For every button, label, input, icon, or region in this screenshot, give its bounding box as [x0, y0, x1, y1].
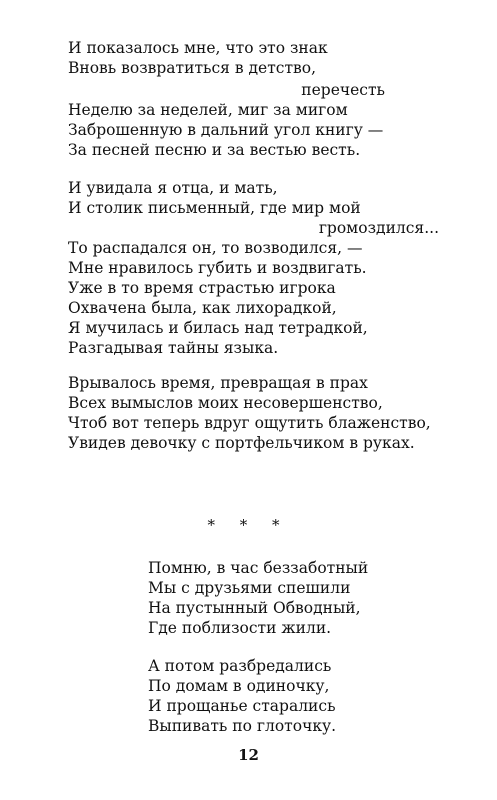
poem-line: Неделю за неделей, миг за мигом — [68, 101, 348, 119]
poem-line: Разгадывая тайны языка. — [68, 339, 279, 357]
poem-line: Помню, в час беззаботный — [148, 559, 369, 577]
poem-line: То распадался он, то возводился, — — [68, 239, 363, 257]
poem-line: Всех вымыслов моих несовершенство, — [68, 394, 383, 412]
poem-line: За песней песню и за вестью весть. — [68, 141, 361, 159]
poem-line: По домам в одиночку, — [148, 677, 330, 695]
page-number: 12 — [238, 746, 259, 764]
poem-line: Я мучилась и билась над тетрадкой, — [68, 319, 368, 337]
poem-line: А потом разбредались — [148, 657, 332, 675]
poem-line: Мне нравилось губить и воздвигать. — [68, 259, 367, 277]
poem-line: Охвачена была, как лихорадкой, — [68, 299, 337, 317]
poem-line-continuation: перечесть — [301, 81, 385, 99]
poem-line: И прощанье старались — [148, 697, 336, 715]
poem-line: Где поблизости жили. — [148, 619, 332, 637]
section-separator: * * * — [207, 516, 290, 534]
poem-line: Вновь возвратиться в детство, — [68, 59, 317, 77]
poem-line: Выпивать по глоточку. — [148, 717, 337, 735]
poem-line: Заброшенную в дальний угол книгу — — [68, 121, 384, 139]
poem-line: Уже в то время страстью игрока — [68, 279, 336, 297]
poem-line: Чтоб вот теперь вдруг ощутить блаженство, — [68, 414, 431, 432]
poem-line: И столик письменный, где мир мой — [68, 199, 361, 217]
poem-line: На пустынный Обводный, — [148, 599, 361, 617]
poem-line: Мы с друзьями спешили — [148, 579, 351, 597]
poem-line: Врывалось время, превращая в прах — [68, 374, 368, 392]
poem-line: И показалось мне, что это знак — [68, 39, 328, 57]
poem-line: И увидала я отца, и мать, — [68, 179, 278, 197]
poem-line: Увидев девочку с портфельчиком в руках. — [68, 434, 415, 452]
poem-line-continuation: громоздился... — [318, 219, 439, 237]
